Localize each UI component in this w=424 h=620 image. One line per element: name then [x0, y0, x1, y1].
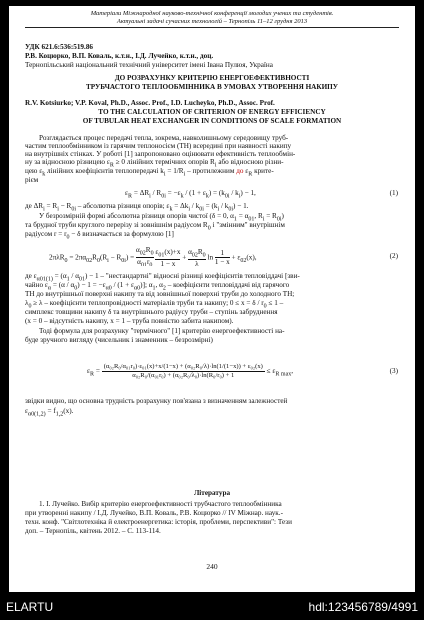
equation-3: $\varepsilon_R$ = (α₀₂R₀/α₀₁r₀)·ε₀₁(x)+x/(1−x) + (α₀₂R₀/λ)·ln(1/(1−x)) + ε₀₂(x) α₀₂R₀/(α₀₁r₀) + (α₀₂R₀/λ₀)·ln(R₀/r₀) + 1 ≤ $\varepsilon_{R max}$,: [87, 362, 294, 379]
document-page: [9, 6, 415, 592]
page-number: 240: [206, 562, 218, 571]
paragraph-line: де $\varepsilon_{\alpha 01(1)} = (\alpha_1 / \alpha_{01}) - 1$ – "нестандартні" відносні різниці коефіцієнтів тепловіддачі [зви-: [25, 272, 300, 283]
footer-bar: [0, 594, 424, 620]
paragraph-line: Тоді формула для розрахунку "термічного" [1] критерію енергоефективності на-: [39, 327, 285, 335]
paragraph-line: радіусом $r = r_0 - \delta$ визначається за формулою [1]: [25, 230, 174, 241]
title-en-line-2: OF TUBULAR HEAT EXCHANGER IN CONDITIONS OF SCALE FORMATION: [82, 117, 342, 125]
paragraph-line: цею $\varepsilon_k$ лінійних коефіцієнтів теплопередачі $k_i = 1/R_i$ – протилежним до $\varepsilon_R$ крите-: [25, 167, 274, 178]
authors-ua: Р.В. Коцюрко, В.П. Коваль, к.т.н., І.Д. Лучейко, к.т.н., доц.: [25, 52, 214, 60]
repository-name: ELARTU: [6, 600, 54, 614]
paragraph-line: $\lambda_0 \ge \lambda$ – коефіцієнти теплопровідності матеріалів труби та накипу; $0 \le x = \delta / r_0 \le 1$ –: [25, 299, 284, 310]
paragraph-line: чайно $\varepsilon_\alpha = (\alpha / \alpha_0) - 1 = -\varepsilon_{\alpha 0} / (1 + \varepsilon_{\alpha 0})$]; $\alpha_1$, $\alpha_2$ – коефіцієнти тепловіддачі від гарячого: [25, 281, 290, 292]
paragraph-line: У безрозмірній формі абсолютна різниця опорів чистої (δ = 0, $\alpha_1 = \alpha_{01}$, $R_i = R_{0i}$): [39, 212, 284, 223]
reference-line: при утворенні накипу / І.Д. Лучейко, В.П. Коваль, Р.В. Коцюрко // IV Міжнар. наук.-: [25, 509, 283, 517]
affiliation: Тернопільський національний технічний університет імені Івана Пулюя, Україна: [25, 61, 273, 69]
paragraph-line: $\varepsilon_{\alpha 0(1,2)} = f_{1,2}(x)$.: [25, 407, 74, 418]
equation-1: $\varepsilon_R = \Delta R_i / R_{0i} = -\varepsilon_k / (1 + \varepsilon_k) = (k_{0i} / k_i) - 1$,: [125, 189, 256, 200]
header-rule: [25, 27, 399, 28]
equation-3-number: (3): [389, 367, 398, 375]
paragraph-line: на внутрішніх стінках. У роботі [1] запропоновано оцінювати ефективність теплообмін-: [25, 150, 296, 158]
reference-line: доп. – Тернопіль, квітень 2012. – С. 113-114.: [25, 527, 161, 535]
paragraph-line: звідки видно, що основна трудність розрахунку пов'язана з визначенням залежностей: [25, 397, 288, 405]
references-heading: Література: [193, 489, 231, 497]
authors-en: R.V. Kotsiurko; V.P. Koval, Ph.D., Assoc. Prof., I.D. Lucheyko, Ph.D., Assoc. Prof.: [25, 99, 275, 107]
paragraph-line: частим теплообмінником із гарячим теплоносієм (ТН) всередині при наявності накипу: [25, 142, 292, 150]
reference-line: техн. конф. "Світлотехніка й електроенергетика: історія, проблеми, перспективи": Тези: [25, 518, 292, 526]
paragraph-line: де $\Delta R_i = R_i - R_{0i}$ – абсолютна різниця опорів; $\varepsilon_k = \Delta k_i / k_{0i} = (k_i / k_{0i}) - 1$.: [25, 202, 249, 213]
running-header-line-2: Актуальні задачі сучасних технологій – Тернопіль 11–12 грудня 2013: [116, 18, 308, 25]
title-ua-line-2: ТРУБЧАСТОГО ТЕПЛООБМІННИКА В УМОВАХ УТВОРЕННЯ НАКИПУ: [85, 83, 339, 91]
handle-identifier[interactable]: hdl:123456789/4991: [308, 600, 418, 614]
reference-line: 1. І. Лучейко. Вибір критерію енергоефективності трубчастого теплообмінника: [39, 500, 282, 508]
paragraph-line: рієм: [25, 176, 39, 184]
paragraph-line: ТН до внутрішньої поверхні накипу та від зовнішньої поверхні труби до холодного ТН;: [25, 290, 295, 298]
running-header-line-1: Матеріали Міжнародної науково-технічної конференції молодих учених та студентів.: [90, 10, 334, 17]
paragraph-line: (x = 0 – відсутність накипу, x = 1 – труба повністю забита накипом).: [25, 317, 234, 325]
paragraph-line: та брудної труби круглого перерізу зі зовнішнім радіусом $R_0$ і "змінним" внутрішнім: [25, 221, 285, 232]
paragraph-line: симплекс товщини накипу δ та внутрішнього радіусу труби – ступінь забруднення: [25, 308, 278, 316]
udk-code: УДК 621.6:536:519.86: [25, 43, 94, 51]
paragraph-line: буде зручного вигляду (чисельник і знаменник – безрозмірні): [25, 336, 213, 344]
title-ua-line-1: ДО РОЗРАХУНКУ КРИТЕРІЮ ЕНЕРГОЕФЕКТИВНОСТІ: [114, 74, 310, 82]
paragraph-line: Розглядається процес передачі тепла, зокрема, навколишньому середовищу труб-: [39, 134, 289, 142]
paragraph-line: ну за відносною різницею $\varepsilon_R \ge 0$ лінійних термічних опорів $R_i$ або відносною різни-: [25, 158, 284, 169]
title-en-line-1: TO THE CALCULATION OF CRITERION OF ENERGY EFFICIENCY: [98, 108, 326, 116]
equation-2-number: (2): [389, 252, 398, 260]
equation-2: $2\pi\lambda R_0 = 2\pi\alpha_{02}R_0(R_i - R_{0i})$ = $\frac{\alpha_{02}R_0}{\alpha_{01}r_0}$ $\frac{\varepsilon_{01}(x)+x}{1 - x}$ + $\frac{\alpha_{02}R_0}{\lambda}$ ln $\frac{1}{1 - x}$ + $\varepsilon_{02}(x)$,: [49, 246, 257, 266]
equation-1-number: (1): [389, 189, 398, 197]
